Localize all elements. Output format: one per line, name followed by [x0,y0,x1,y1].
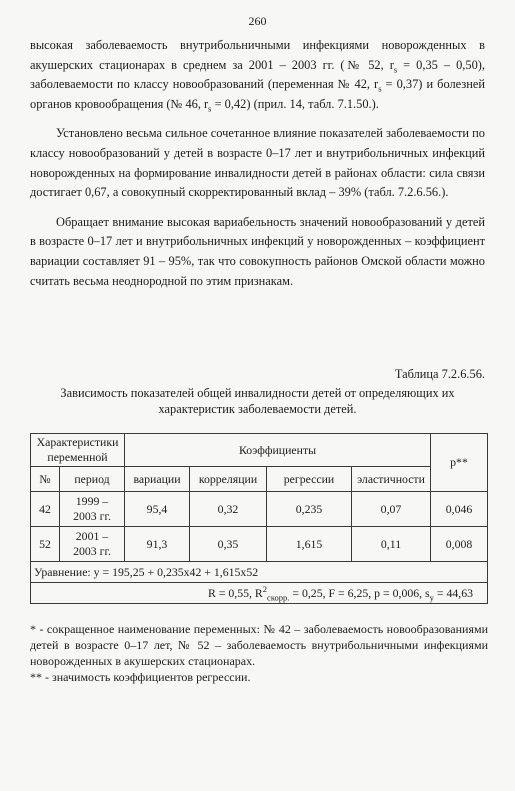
paragraph-1: высокая заболеваемость внутрибольничными инфекциями новорожденных в акушерских стационарах в среднем за 2001 – 2003 гг. (№ 52, $r_s = 0,35 - 0,50$), заболеваемости по классу новообразований (переменная № 42, $r_s = 0,37$) и болезней органов кровообращения (№ 46, $r_s = 0,42$) (прил. 14, табл. 7.1.50.). [30,38,485,114]
coefficients-table [30,433,488,604]
table-header-row [31,434,488,467]
cell-regression: 0,235 [267,492,352,527]
header-p: p** [431,434,488,492]
regression-equation: Уравнение: y = 195,25 + 0,235x42 + 1,615x52 [31,562,488,583]
header-coefficients: Коэффициенты [125,434,431,467]
cell-number: 52 [31,527,60,562]
header-period: период [60,467,125,492]
cell-correlation: 0,35 [190,527,267,562]
footnotes [30,621,488,685]
header-characteristics: Характеристики переменной [31,434,125,467]
stats-row [31,583,488,604]
cell-number: 42 [31,492,60,527]
cell-variation: 91,3 [125,527,190,562]
table-number: Таблица 7.2.6.56. [394,367,485,381]
cell-p: 0,046 [431,492,488,527]
cell-period: 1999 – 2003 гг. [60,492,125,527]
header-elasticity: эластичности [352,467,431,492]
header-regression: регрессии [267,467,352,492]
header-correlation: корреляции [190,467,267,492]
table-row [31,492,488,527]
header-number: № [31,467,60,492]
equation-row [31,562,488,583]
footnote-2: ** - значимость коэффициентов регрессии. [30,670,251,684]
footnote-1: * - сокращенное наименование переменных: № 42 – заболеваемость новообразованиями детей в возрасте 0–17 лет, № 52 – заболеваемость внутрибольничными инфекциями новорожденных в акушерских стационарах. [30,622,488,668]
cell-correlation: 0,32 [190,492,267,527]
cell-elasticity: 0,07 [352,492,431,527]
header-variation: вариации [125,467,190,492]
table-title: Зависимость показателей общей инвалидности детей от определяющих их характеристик заболеваемости детей. [60,386,455,416]
table-row [31,527,488,562]
paragraph-3: Обращает внимание высокая вариабельность значений новообразований у детей в возрасте 0–17 лет и внутрибольничных инфекций у новорожденных – коэффициент вариации составляет 91 – 95%, так что совокупность районов Омской области можно считать весьма неоднородной по этим признакам. [30,214,485,288]
cell-regression: 1,615 [267,527,352,562]
cell-variation: 95,4 [125,492,190,527]
paragraph-2: Установлено весьма сильное сочетанное влияние показателей заболеваемости по классу новообразований у детей в возрасте 0–17 лет и внутрибольничных инфекций новорожденных на формирование инвалидности детей в районах области: сила связи достигает 0,67, а совокупный скорректированный вклад – 39% (табл. 7.2.6.56.). [30,126,485,200]
cell-period: 2001 – 2003 гг. [60,527,125,562]
cell-elasticity: 0,11 [352,527,431,562]
body-text [30,36,485,301]
page-number: 260 [248,14,267,28]
regression-stats: R = 0,55, $R^2_{скорр.} = 0,25$, F = 6,25, p = 0,006, $s_y = 44,63$ [31,583,488,604]
table-subheader-row [31,467,488,492]
cell-p: 0,008 [431,527,488,562]
